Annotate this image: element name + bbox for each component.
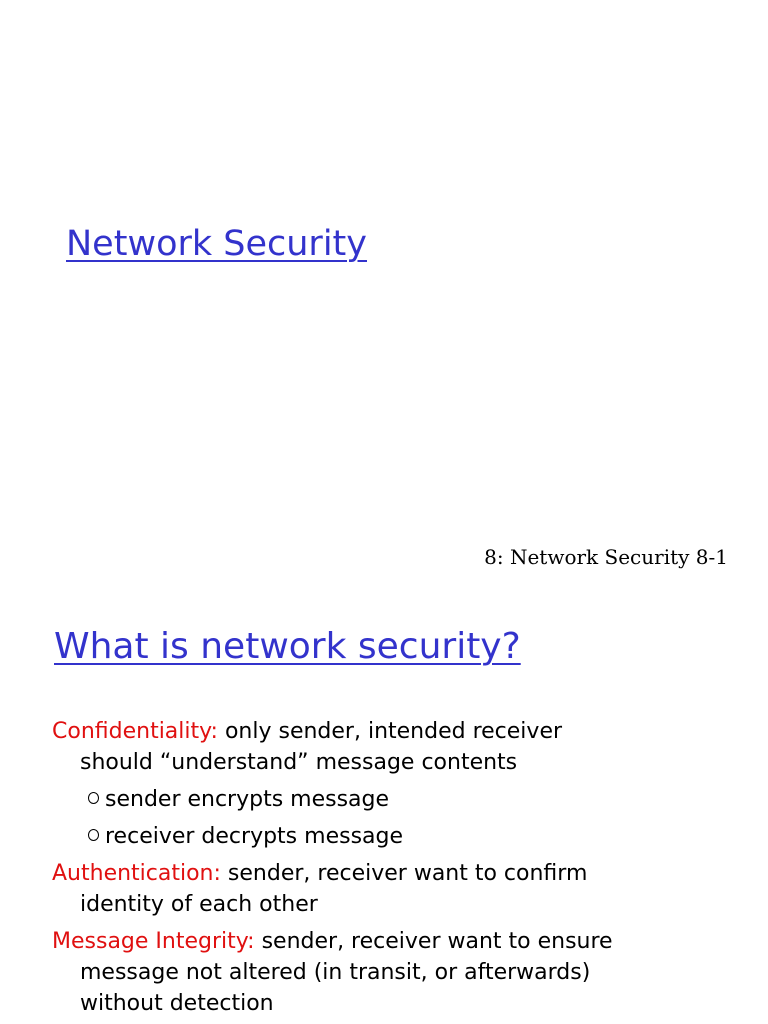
- term-continuation: message not altered (in transit, or afterwards): [80, 960, 591, 985]
- list-item-authentication: [52, 858, 732, 920]
- term-text: sender, receiver want to ensure: [254, 929, 613, 954]
- term-label: Authentication:: [52, 861, 221, 886]
- sub-list-item: [88, 784, 389, 815]
- term-continuation: should “understand” message contents: [80, 750, 518, 775]
- term-continuation: without detection: [80, 991, 274, 1016]
- hollow-circle-bullet-icon: [88, 792, 99, 804]
- slide-2: [0, 600, 768, 1024]
- sub-item-text: receiver decrypts message: [105, 824, 404, 849]
- term-label: Confidentiality:: [52, 719, 218, 744]
- term-label: Message Integrity:: [52, 929, 255, 954]
- hollow-circle-bullet-icon: [88, 829, 99, 841]
- slide-title: What is network security?: [54, 626, 521, 667]
- list-item-message-integrity: [52, 926, 732, 1019]
- term-text: only sender, intended receiver: [217, 719, 563, 744]
- term-text: sender, receiver want to confirm: [220, 861, 588, 886]
- slide-footer: 8: Network Security 8-1: [484, 545, 728, 569]
- list-item-confidentiality: [52, 716, 732, 778]
- term-continuation: identity of each other: [80, 892, 318, 917]
- slide-title: Network Security: [66, 224, 367, 264]
- sub-item-text: sender encrypts message: [105, 787, 390, 812]
- sub-list-item: [88, 821, 403, 852]
